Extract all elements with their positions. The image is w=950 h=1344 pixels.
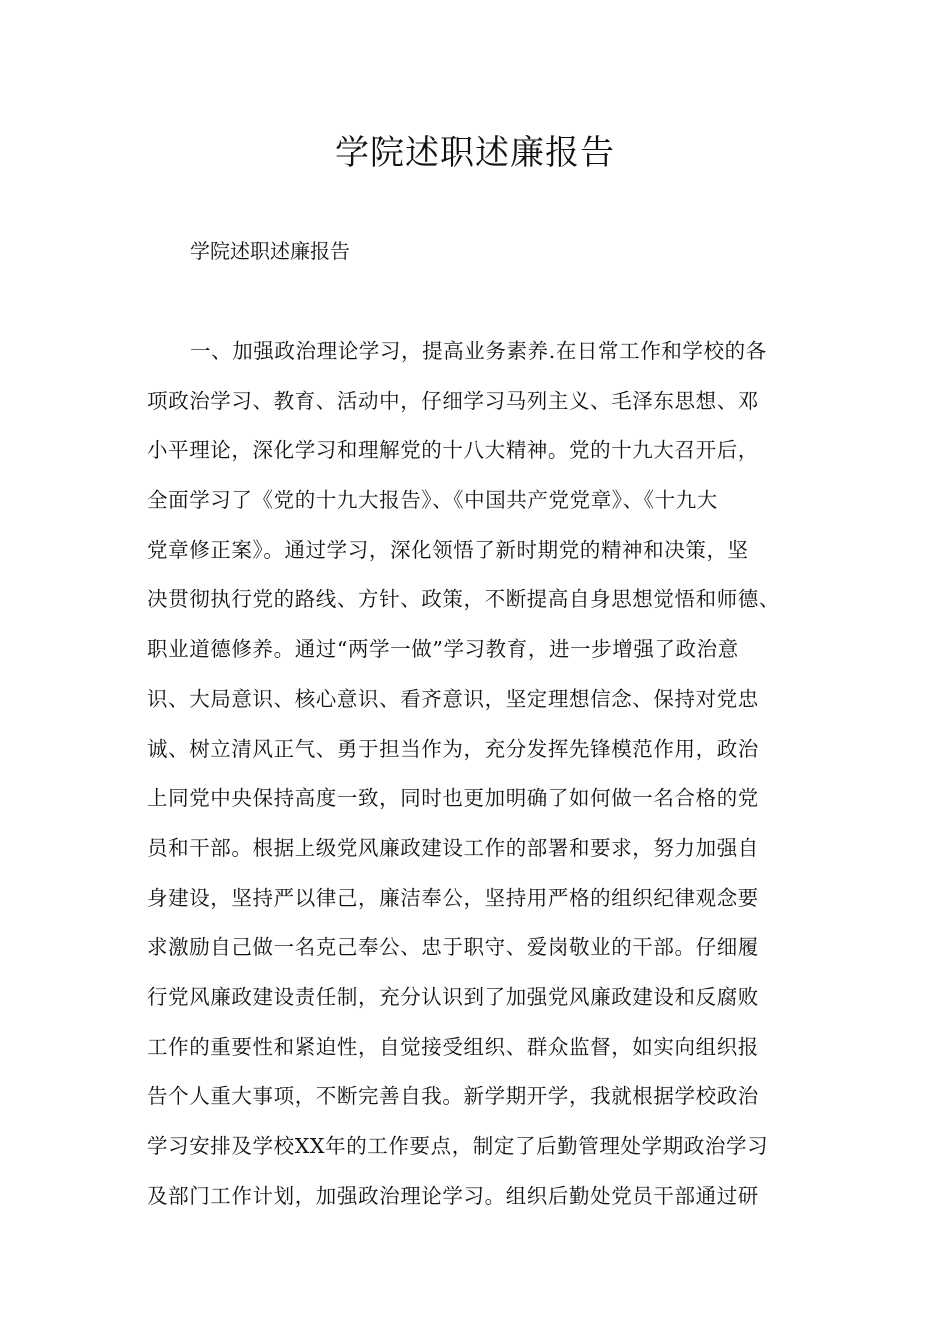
body-line: 全面学习了《党的十九大报告》、《中国共产党党章》、《十九大 xyxy=(147,488,718,513)
document-title: 学院述职述廉报告 xyxy=(335,133,615,173)
body-line: 行党风廉政建设责任制，充分认识到了加强党风廉政建设和反腐败 xyxy=(147,984,759,1009)
body-line: 职业道德修养。通过“两学一做”学习教育，进一步增强了政治意 xyxy=(147,637,739,662)
body-line: 求激励自己做一名克己奉公、忠于职守、爱岗敬业的干部。仔细履 xyxy=(147,935,759,960)
body-line: 项政治学习、教育、活动中，仔细学习马列主义、毛泽东思想、邓 xyxy=(147,388,759,413)
body-line: 党章修正案》。通过学习，深化领悟了新时期党的精神和决策，坚 xyxy=(147,537,749,562)
body-line: 小平理论，深化学习和理解党的十八大精神。党的十九大召开后， xyxy=(147,438,759,463)
body-paragraph xyxy=(147,333,837,1227)
body-line: 上同党中央保持高度一致，同时也更加明确了如何做一名合格的党 xyxy=(147,786,759,811)
body-line: 识、大局意识、核心意识、看齐意识，坚定理想信念、保持对党忠 xyxy=(147,686,759,711)
document-subtitle: 学院述职述廉报告 xyxy=(190,239,350,263)
body-line: 身建设，坚持严以律己，廉洁奉公，坚持用严格的组织纪律观念要 xyxy=(147,885,759,910)
body-line: 诚、树立清风正气、勇于担当作为，充分发挥先锋模范作用，政治 xyxy=(147,736,759,761)
body-line: 学习安排及学校XX年的工作要点，制定了后勤管理处学期政治学习 xyxy=(147,1134,769,1158)
body-line: 一、加强政治理论学习，提高业务素养.在日常工作和学校的各 xyxy=(190,339,767,363)
body-line: 员和干部。根据上级党风廉政建设工作的部署和要求，努力加强自 xyxy=(147,835,759,860)
body-line: 工作的重要性和紧迫性，自觉接受组织、群众监督，如实向组织报 xyxy=(147,1034,759,1059)
body-line: 告个人重大事项，不断完善自我。新学期开学，我就根据学校政治 xyxy=(147,1084,759,1109)
body-line: 及部门工作计划，加强政治理论学习。组织后勤处党员干部通过研 xyxy=(147,1183,759,1208)
body-line: 决贯彻执行党的路线、方针、政策，不断提高自身思想觉悟和师德、 xyxy=(147,587,780,612)
